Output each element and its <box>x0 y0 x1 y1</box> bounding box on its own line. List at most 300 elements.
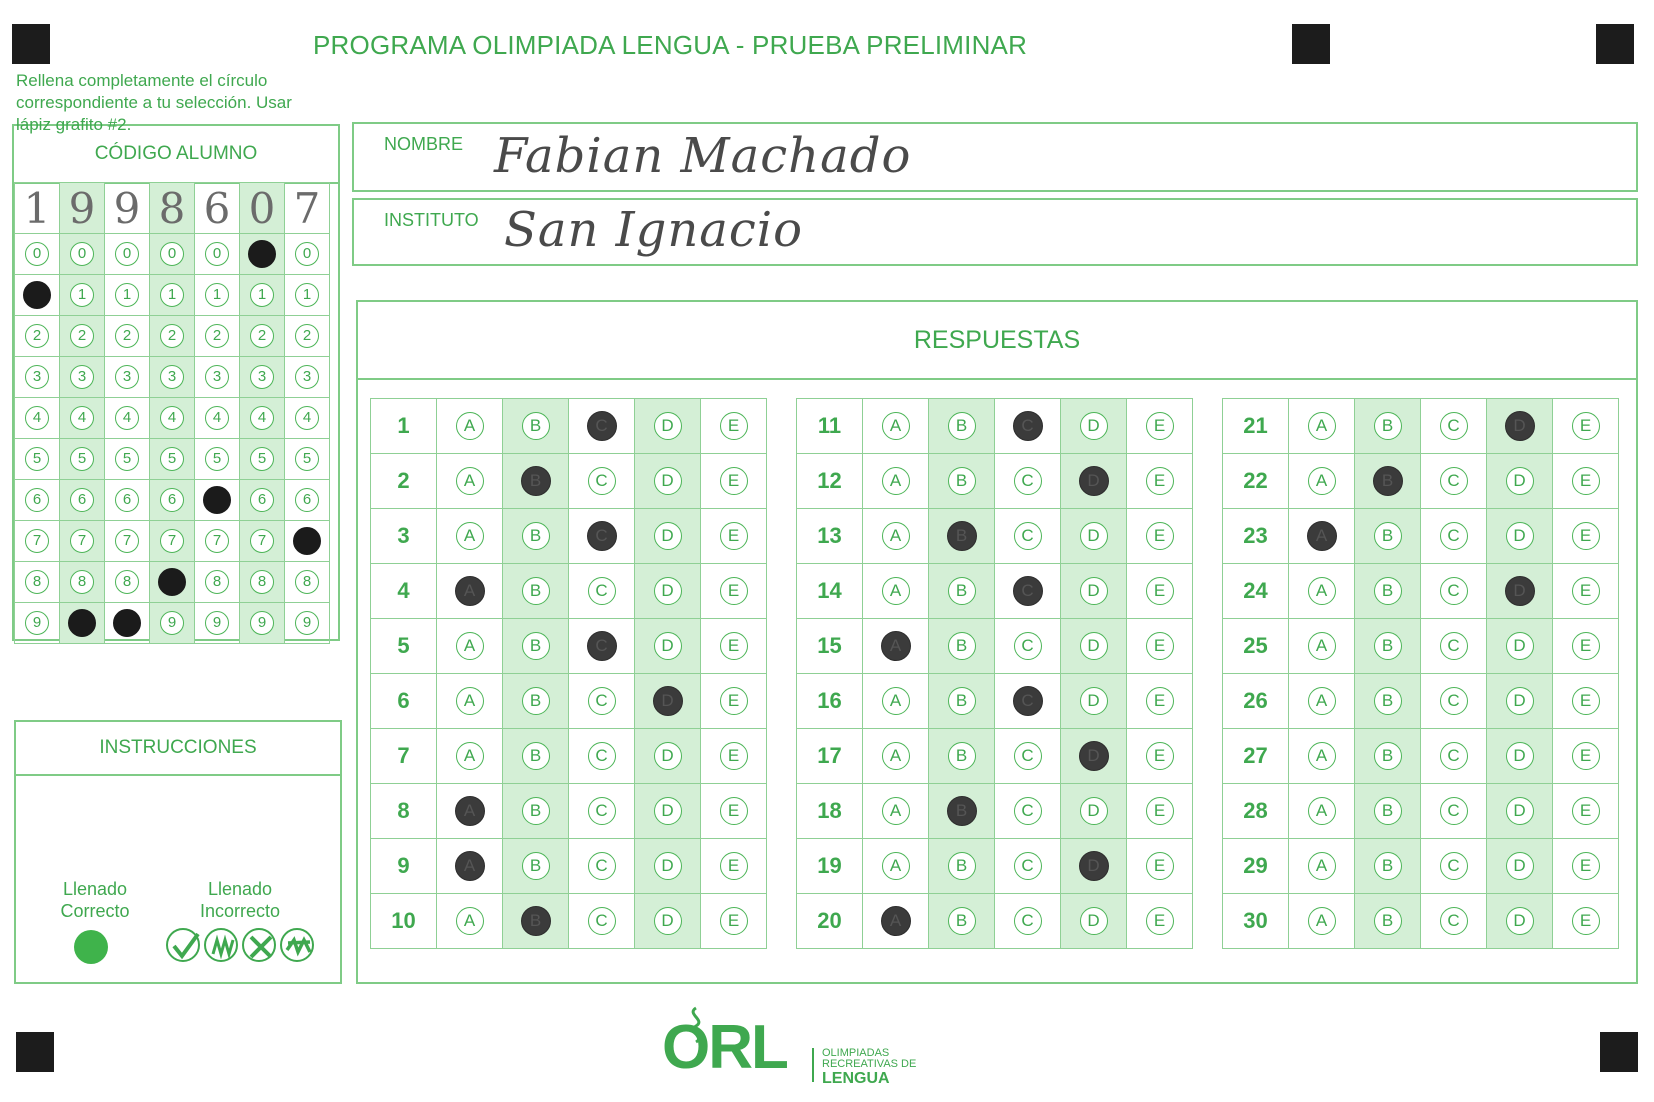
answer-bubble-b[interactable]: B <box>522 412 550 440</box>
answer-bubble-c[interactable]: C <box>1440 522 1468 550</box>
answer-bubble-d[interactable]: D <box>1506 687 1534 715</box>
answer-bubble-b[interactable]: B <box>522 852 550 880</box>
answer-bubble-a[interactable]: A <box>882 412 910 440</box>
answer-bubble-d[interactable]: D <box>1080 632 1108 660</box>
code-bubble-0[interactable]: 0 <box>70 242 94 266</box>
answer-bubble-e[interactable]: E <box>1572 412 1600 440</box>
code-bubble-1[interactable]: 1 <box>70 283 94 307</box>
code-bubble-8[interactable]: 8 <box>115 570 139 594</box>
answer-cell <box>1355 454 1421 509</box>
code-cell <box>60 603 105 644</box>
answer-bubble-a[interactable]: A <box>456 467 484 495</box>
code-bubble-0[interactable]: 0 <box>205 242 229 266</box>
answer-bubble-d[interactable]: D <box>1506 522 1534 550</box>
answer-bubble-e[interactable]: E <box>1146 797 1174 825</box>
code-bubble-7[interactable] <box>293 527 321 555</box>
answer-bubble-b[interactable]: B <box>1374 852 1402 880</box>
handwritten-digit: 6 <box>195 183 240 234</box>
answer-bubble-e[interactable]: E <box>1572 632 1600 660</box>
answer-bubble-b[interactable]: B <box>522 632 550 660</box>
answer-bubble-c[interactable]: C <box>588 467 616 495</box>
answer-bubble-a[interactable]: A <box>1308 687 1336 715</box>
code-bubble-9[interactable]: 9 <box>25 611 49 635</box>
answer-bubble-a[interactable]: A <box>882 742 910 770</box>
answer-bubble-e[interactable]: E <box>720 577 748 605</box>
answer-bubble-d[interactable]: D <box>654 412 682 440</box>
answer-bubble-d[interactable]: D <box>654 907 682 935</box>
code-cell <box>150 398 195 439</box>
answer-bubble-a[interactable]: A <box>1308 797 1336 825</box>
code-bubble-1[interactable]: 1 <box>160 283 184 307</box>
code-bubble-7[interactable]: 7 <box>115 529 139 553</box>
question-row <box>1223 839 1619 894</box>
answer-bubble-b[interactable]: B <box>1374 577 1402 605</box>
code-bubble-7[interactable]: 7 <box>25 529 49 553</box>
answer-bubble-b[interactable]: B <box>947 796 977 826</box>
answer-bubble-d[interactable]: D <box>1506 467 1534 495</box>
code-cell <box>15 316 60 357</box>
answer-bubble-e[interactable]: E <box>1146 632 1174 660</box>
answer-cell <box>1355 784 1421 839</box>
answer-bubble-a[interactable]: A <box>882 467 910 495</box>
answer-bubble-b[interactable]: B <box>948 907 976 935</box>
answer-bubble-b[interactable]: B <box>948 742 976 770</box>
answer-bubble-d[interactable]: D <box>654 742 682 770</box>
answer-cell <box>1289 454 1355 509</box>
answer-bubble-d[interactable]: D <box>1505 411 1535 441</box>
code-bubble-5[interactable]: 5 <box>250 447 274 471</box>
code-bubble-2[interactable]: 2 <box>295 324 319 348</box>
answer-bubble-a[interactable]: A <box>881 906 911 936</box>
code-bubble-4[interactable]: 4 <box>70 406 94 430</box>
answer-bubble-c[interactable]: C <box>1440 577 1468 605</box>
code-bubble-1[interactable]: 1 <box>205 283 229 307</box>
answer-bubble-d[interactable]: D <box>1506 907 1534 935</box>
code-bubble-5[interactable]: 5 <box>295 447 319 471</box>
code-cell <box>60 562 105 603</box>
question-row <box>371 894 767 949</box>
answer-bubble-a[interactable]: A <box>455 796 485 826</box>
answer-bubble-c[interactable]: C <box>1014 797 1042 825</box>
code-bubble-9[interactable]: 9 <box>250 611 274 635</box>
answer-bubble-e[interactable]: E <box>720 522 748 550</box>
answer-bubble-c[interactable]: C <box>1014 632 1042 660</box>
code-bubble-5[interactable]: 5 <box>115 447 139 471</box>
answer-bubble-e[interactable]: E <box>1572 577 1600 605</box>
answer-bubble-b[interactable]: B <box>1374 907 1402 935</box>
code-bubble-4[interactable]: 4 <box>115 406 139 430</box>
answer-bubble-a[interactable]: A <box>455 576 485 606</box>
answer-bubble-a[interactable]: A <box>456 907 484 935</box>
answer-bubble-d[interactable]: D <box>1080 522 1108 550</box>
answer-bubble-d[interactable]: D <box>1080 687 1108 715</box>
answer-cell <box>1289 729 1355 784</box>
answer-bubble-c[interactable]: C <box>1440 797 1468 825</box>
answer-cell <box>701 784 767 839</box>
answer-bubble-a[interactable]: A <box>456 412 484 440</box>
answer-bubble-a[interactable]: A <box>882 687 910 715</box>
code-cell <box>285 521 330 562</box>
answer-cell <box>1487 399 1553 454</box>
answer-bubble-e[interactable]: E <box>1572 522 1600 550</box>
answer-bubble-c[interactable]: C <box>1440 412 1468 440</box>
answer-bubble-b[interactable]: B <box>948 852 976 880</box>
answer-cell <box>1289 784 1355 839</box>
answer-bubble-e[interactable]: E <box>720 797 748 825</box>
question-row <box>371 564 767 619</box>
code-bubble-6[interactable]: 6 <box>70 488 94 512</box>
code-bubble-9[interactable]: 9 <box>160 611 184 635</box>
code-bubble-4[interactable]: 4 <box>205 406 229 430</box>
code-bubble-0[interactable]: 0 <box>295 242 319 266</box>
answer-bubble-c[interactable]: C <box>1014 852 1042 880</box>
answer-cell <box>1289 619 1355 674</box>
name-field[interactable] <box>352 122 1638 192</box>
answer-bubble-c[interactable]: C <box>587 521 617 551</box>
answer-cell <box>1487 509 1553 564</box>
answer-bubble-b[interactable]: B <box>1373 466 1403 496</box>
answer-bubble-d[interactable]: D <box>654 632 682 660</box>
code-bubble-7[interactable]: 7 <box>205 529 229 553</box>
answer-bubble-e[interactable]: E <box>1572 907 1600 935</box>
answer-cell <box>863 509 929 564</box>
answer-bubble-c[interactable]: C <box>1014 907 1042 935</box>
answer-bubble-e[interactable]: E <box>720 687 748 715</box>
answer-bubble-e[interactable]: E <box>720 852 748 880</box>
answer-bubble-e[interactable]: E <box>1146 742 1174 770</box>
answer-bubble-a[interactable]: A <box>456 632 484 660</box>
answer-bubble-a[interactable]: A <box>1307 521 1337 551</box>
answer-bubble-a[interactable]: A <box>455 851 485 881</box>
answer-bubble-b[interactable]: B <box>948 577 976 605</box>
answer-bubble-a[interactable]: A <box>1308 577 1336 605</box>
answer-bubble-d[interactable]: D <box>654 797 682 825</box>
code-bubble-8[interactable]: 8 <box>70 570 94 594</box>
answer-bubble-c[interactable]: C <box>588 907 616 935</box>
answer-cell <box>1127 454 1193 509</box>
answer-bubble-d[interactable]: D <box>1505 576 1535 606</box>
answer-bubble-e[interactable]: E <box>720 467 748 495</box>
answer-bubble-d[interactable]: D <box>654 522 682 550</box>
code-bubble-5[interactable]: 5 <box>25 447 49 471</box>
answer-bubble-b[interactable]: B <box>948 632 976 660</box>
answer-bubble-b[interactable]: B <box>522 742 550 770</box>
code-cell <box>150 234 195 275</box>
code-bubble-6[interactable]: 6 <box>295 488 319 512</box>
question-row <box>797 729 1193 784</box>
answer-bubble-a[interactable]: A <box>881 631 911 661</box>
code-bubble-3[interactable]: 3 <box>70 365 94 389</box>
question-row <box>1223 399 1619 454</box>
question-number: 9 <box>371 839 437 894</box>
code-bubble-8[interactable]: 8 <box>205 570 229 594</box>
code-cell <box>285 398 330 439</box>
answer-bubble-d[interactable]: D <box>1080 412 1108 440</box>
answers-block-21-30 <box>1222 398 1619 949</box>
answer-cell <box>1127 509 1193 564</box>
question-row <box>371 509 767 564</box>
code-bubble-6[interactable]: 6 <box>115 488 139 512</box>
answer-bubble-d[interactable]: D <box>654 577 682 605</box>
code-bubble-1[interactable] <box>23 281 51 309</box>
code-bubble-8[interactable] <box>158 568 186 596</box>
answer-bubble-d[interactable]: D <box>1079 851 1109 881</box>
code-cell <box>105 234 150 275</box>
answer-bubble-c[interactable]: C <box>1013 411 1043 441</box>
answer-bubble-c[interactable]: C <box>587 411 617 441</box>
answer-cell <box>437 509 503 564</box>
answer-bubble-d[interactable]: D <box>1079 741 1109 771</box>
answer-bubble-c[interactable]: C <box>1440 467 1468 495</box>
answer-bubble-c[interactable]: C <box>588 742 616 770</box>
code-cell <box>150 521 195 562</box>
question-number: 29 <box>1223 839 1289 894</box>
code-bubble-0[interactable]: 0 <box>160 242 184 266</box>
answer-cell <box>863 729 929 784</box>
answer-bubble-e[interactable]: E <box>1146 467 1174 495</box>
code-bubble-6[interactable] <box>203 486 231 514</box>
code-bubble-7[interactable]: 7 <box>250 529 274 553</box>
answer-cell <box>929 729 995 784</box>
answer-bubble-d[interactable]: D <box>653 686 683 716</box>
answer-cell <box>569 729 635 784</box>
answer-bubble-e[interactable]: E <box>1572 852 1600 880</box>
answer-bubble-c[interactable]: C <box>1014 522 1042 550</box>
question-row <box>371 839 767 894</box>
answer-bubble-d[interactable]: D <box>1506 632 1534 660</box>
answer-bubble-c[interactable]: C <box>1014 467 1042 495</box>
code-bubble-2[interactable]: 2 <box>250 324 274 348</box>
correct-fill-label <box>40 878 150 922</box>
answer-cell <box>569 839 635 894</box>
code-bubble-6[interactable]: 6 <box>250 488 274 512</box>
question-number: 12 <box>797 454 863 509</box>
code-bubble-8[interactable]: 8 <box>250 570 274 594</box>
code-bubble-5[interactable]: 5 <box>70 447 94 471</box>
answer-bubble-a[interactable]: A <box>1308 632 1336 660</box>
answer-bubble-b[interactable]: B <box>1374 412 1402 440</box>
answer-bubble-e[interactable]: E <box>720 632 748 660</box>
question-number: 23 <box>1223 509 1289 564</box>
code-bubble-2[interactable]: 2 <box>25 324 49 348</box>
code-bubble-2[interactable]: 2 <box>160 324 184 348</box>
answer-bubble-b[interactable]: B <box>522 687 550 715</box>
code-bubble-6[interactable]: 6 <box>25 488 49 512</box>
answer-cell <box>1421 399 1487 454</box>
code-bubble-1[interactable]: 1 <box>295 283 319 307</box>
answer-bubble-b[interactable]: B <box>947 521 977 551</box>
code-bubble-3[interactable]: 3 <box>160 365 184 389</box>
answer-bubble-b[interactable]: B <box>521 906 551 936</box>
answer-bubble-a[interactable]: A <box>882 797 910 825</box>
answer-bubble-b[interactable]: B <box>1374 687 1402 715</box>
answer-bubble-c[interactable]: C <box>1014 742 1042 770</box>
code-bubble-1[interactable]: 1 <box>115 283 139 307</box>
answer-bubble-b[interactable]: B <box>1374 742 1402 770</box>
code-bubble-0[interactable] <box>248 240 276 268</box>
answer-bubble-d[interactable]: D <box>1079 466 1109 496</box>
answer-bubble-e[interactable]: E <box>720 907 748 935</box>
answer-cell <box>1127 399 1193 454</box>
code-bubble-3[interactable]: 3 <box>295 365 319 389</box>
question-number: 11 <box>797 399 863 454</box>
code-bubble-0[interactable]: 0 <box>115 242 139 266</box>
code-bubble-0[interactable]: 0 <box>25 242 49 266</box>
answer-bubble-a[interactable]: A <box>1308 852 1336 880</box>
answer-bubble-e[interactable]: E <box>720 412 748 440</box>
answer-bubble-b[interactable]: B <box>948 687 976 715</box>
answer-bubble-a[interactable]: A <box>1308 412 1336 440</box>
answer-bubble-c[interactable]: C <box>1013 686 1043 716</box>
code-cell <box>60 439 105 480</box>
code-bubble-2[interactable]: 2 <box>70 324 94 348</box>
answer-cell <box>1355 674 1421 729</box>
answer-bubble-c[interactable]: C <box>588 687 616 715</box>
code-bubble-4[interactable]: 4 <box>25 406 49 430</box>
code-cell <box>150 439 195 480</box>
answer-bubble-a[interactable]: A <box>882 577 910 605</box>
answer-bubble-e[interactable]: E <box>1572 687 1600 715</box>
answer-bubble-d[interactable]: D <box>654 852 682 880</box>
answer-bubble-a[interactable]: A <box>456 522 484 550</box>
code-bubble-3[interactable]: 3 <box>25 365 49 389</box>
code-bubble-4[interactable]: 4 <box>160 406 184 430</box>
question-row <box>797 839 1193 894</box>
code-bubble-4[interactable]: 4 <box>250 406 274 430</box>
code-bubble-3[interactable]: 3 <box>250 365 274 389</box>
answer-bubble-b[interactable]: B <box>948 467 976 495</box>
code-cell <box>240 275 285 316</box>
answer-bubble-c[interactable]: C <box>1440 632 1468 660</box>
answer-cell <box>437 839 503 894</box>
answer-bubble-b[interactable]: B <box>1374 797 1402 825</box>
answer-bubble-e[interactable]: E <box>720 742 748 770</box>
code-bubble-2[interactable]: 2 <box>115 324 139 348</box>
code-bubble-9[interactable]: 9 <box>205 611 229 635</box>
answer-bubble-d[interactable]: D <box>1080 907 1108 935</box>
code-bubble-8[interactable]: 8 <box>25 570 49 594</box>
answer-cell <box>929 784 995 839</box>
answer-cell <box>503 784 569 839</box>
answer-cell <box>1553 674 1619 729</box>
answer-bubble-a[interactable]: A <box>1308 742 1336 770</box>
answer-cell <box>635 509 701 564</box>
code-bubble-3[interactable]: 3 <box>205 365 229 389</box>
code-bubble-7[interactable]: 7 <box>160 529 184 553</box>
code-cell <box>60 398 105 439</box>
code-bubble-4[interactable]: 4 <box>295 406 319 430</box>
answer-bubble-e[interactable]: E <box>1146 577 1174 605</box>
code-bubble-7[interactable]: 7 <box>70 529 94 553</box>
code-cell <box>240 480 285 521</box>
code-cell <box>240 234 285 275</box>
handwritten-digit: 0 <box>240 183 285 234</box>
code-bubble-9[interactable]: 9 <box>295 611 319 635</box>
code-cell <box>240 521 285 562</box>
answer-bubble-e[interactable]: E <box>1146 687 1174 715</box>
question-number: 1 <box>371 399 437 454</box>
answer-bubble-d[interactable]: D <box>1080 577 1108 605</box>
answer-bubble-a[interactable]: A <box>1308 467 1336 495</box>
answer-cell <box>863 839 929 894</box>
code-bubble-9[interactable] <box>68 609 96 637</box>
question-number: 15 <box>797 619 863 674</box>
code-bubble-5[interactable]: 5 <box>160 447 184 471</box>
code-cell <box>285 357 330 398</box>
code-cell <box>150 480 195 521</box>
answer-cell <box>503 839 569 894</box>
code-bubble-6[interactable]: 6 <box>160 488 184 512</box>
answer-bubble-b[interactable]: B <box>522 797 550 825</box>
answer-bubble-e[interactable]: E <box>1572 467 1600 495</box>
answer-bubble-c[interactable]: C <box>1013 576 1043 606</box>
answer-cell <box>929 564 995 619</box>
code-cell <box>195 480 240 521</box>
answer-bubble-b[interactable]: B <box>521 466 551 496</box>
answer-cell <box>1289 894 1355 949</box>
answer-bubble-c[interactable]: C <box>588 577 616 605</box>
institute-field[interactable] <box>352 198 1638 266</box>
answer-bubble-d[interactable]: D <box>1506 742 1534 770</box>
answer-bubble-e[interactable]: E <box>1146 907 1174 935</box>
answer-bubble-d[interactable]: D <box>654 467 682 495</box>
answer-bubble-d[interactable]: D <box>1506 797 1534 825</box>
answer-cell <box>1421 674 1487 729</box>
code-bubble-5[interactable]: 5 <box>205 447 229 471</box>
answer-bubble-a[interactable]: A <box>1308 907 1336 935</box>
answer-bubble-e[interactable]: E <box>1572 797 1600 825</box>
answer-bubble-b[interactable]: B <box>522 577 550 605</box>
answer-bubble-a[interactable]: A <box>882 522 910 550</box>
answer-bubble-b[interactable]: B <box>1374 632 1402 660</box>
answer-bubble-e[interactable]: E <box>1572 742 1600 770</box>
code-bubble-9[interactable] <box>113 609 141 637</box>
code-bubble-3[interactable]: 3 <box>115 365 139 389</box>
answer-bubble-b[interactable]: B <box>1374 522 1402 550</box>
answer-cell <box>995 674 1061 729</box>
question-number: 14 <box>797 564 863 619</box>
answer-bubble-c[interactable]: C <box>1440 742 1468 770</box>
answer-bubble-a[interactable]: A <box>882 852 910 880</box>
question-number: 6 <box>371 674 437 729</box>
code-bubble-1[interactable]: 1 <box>250 283 274 307</box>
code-bubble-2[interactable]: 2 <box>205 324 229 348</box>
code-bubble-8[interactable]: 8 <box>295 570 319 594</box>
answer-bubble-c[interactable]: C <box>587 631 617 661</box>
answer-bubble-d[interactable]: D <box>1080 797 1108 825</box>
checkmark-fill-example-icon <box>166 928 200 962</box>
answer-bubble-c[interactable]: C <box>1440 907 1468 935</box>
code-cell <box>15 521 60 562</box>
answer-bubble-e[interactable]: E <box>1146 522 1174 550</box>
answer-cell <box>995 509 1061 564</box>
answer-bubble-d[interactable]: D <box>1506 852 1534 880</box>
answer-bubble-a[interactable]: A <box>456 687 484 715</box>
answer-bubble-a[interactable]: A <box>456 742 484 770</box>
answer-cell <box>929 839 995 894</box>
answer-bubble-c[interactable]: C <box>588 797 616 825</box>
answer-bubble-c[interactable]: C <box>588 852 616 880</box>
answer-bubble-b[interactable]: B <box>948 412 976 440</box>
answer-bubble-e[interactable]: E <box>1146 412 1174 440</box>
answer-bubble-c[interactable]: C <box>1440 687 1468 715</box>
answer-bubble-e[interactable]: E <box>1146 852 1174 880</box>
answer-cell <box>1421 454 1487 509</box>
answers-block-11-20 <box>796 398 1193 949</box>
answer-cell <box>1061 454 1127 509</box>
answer-bubble-c[interactable]: C <box>1440 852 1468 880</box>
answer-bubble-b[interactable]: B <box>522 522 550 550</box>
